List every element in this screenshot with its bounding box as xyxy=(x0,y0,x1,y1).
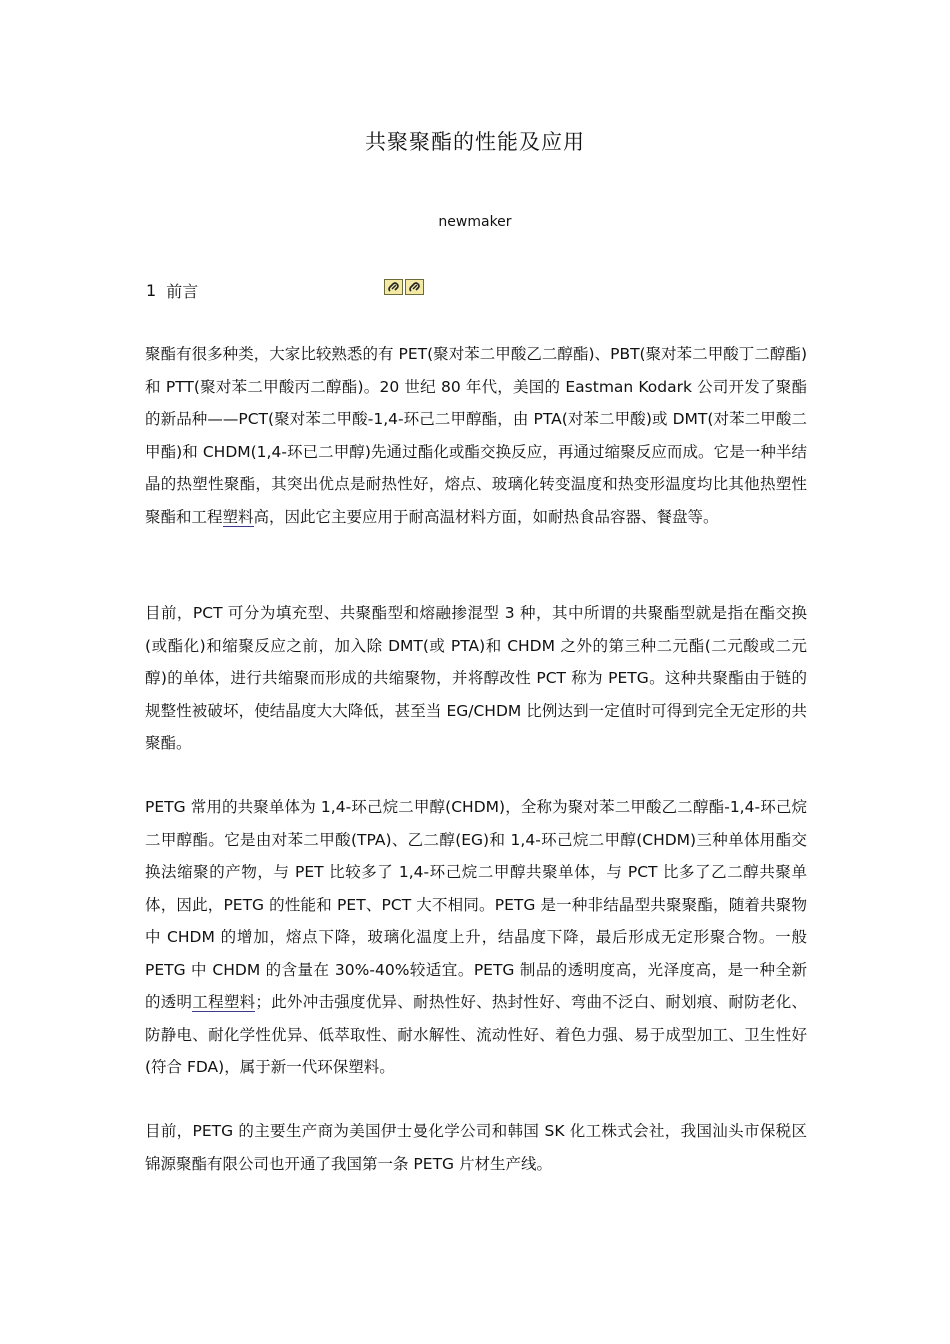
paragraph-intro xyxy=(145,338,807,533)
engineering-plastics-link[interactable]: 工程塑料 xyxy=(192,993,256,1011)
paragraph-text: ；此外冲击强度优异、耐热性好、热封性好、弯曲不泛白、耐划痕、耐防老化、防静电、耐化学性优异、低萃取性、耐水解性、流动性好、着色力强、易于成型加工、卫生性好(符合 FDA)，属于新一代环保塑料。 xyxy=(145,993,807,1076)
link-icon[interactable] xyxy=(384,279,403,295)
document-title: 共聚聚酯的性能及应用 xyxy=(365,130,585,154)
paragraph-text: 聚酯有很多种类，大家比较熟悉的有 PET(聚对苯二甲酸乙二醇酯)、PBT(聚对苯二甲酸丁二醇酯)和 PTT(聚对苯二甲酸丙二醇酯)。20 世纪 80 年代，美国的 Eastman Kodark 公司开发了聚酯的新品种——PCT(聚对苯二甲酸-1,4-环己二甲醇酯，由 PTA(对苯二甲酸)或 DMT(对苯二甲酸二甲酯)和 CHDM(1,4-环已二甲醇)先通过酯化或酯交换反应，再通过缩聚反应而成。它是一种半结晶的热塑性聚酯，其突出优点是耐热性好，熔点、玻璃化转变温度和热变形温度均比其他热塑性聚酯和工程 xyxy=(145,345,807,526)
icon-group xyxy=(384,279,424,295)
paragraph-producers: 目前，PETG 的主要生产商为美国伊士曼化学公司和韩国 SK 化工株式会社，我国汕头市保税区锦源聚酯有限公司也开通了我国第一条 PETG 片材生产线。 xyxy=(145,1122,807,1173)
paragraph-text: 高，因此它主要应用于耐高温材料方面，如耐热食品容器、餐盘等。 xyxy=(253,507,719,526)
link-icon[interactable] xyxy=(405,279,424,295)
paragraph-petg xyxy=(145,791,807,1084)
document-author: newmaker xyxy=(438,214,512,230)
paragraph-pct-types: 目前，PCT 可分为填充型、共聚酯型和熔融掺混型 3 种，其中所谓的共聚酯型就是指在酯交换(或酯化)和缩聚反应之前，加入除 DMT(或 PTA)和 CHDM 之外的第三种二元酯(二元酸或二元醇)的单体，进行共缩聚而形成的共缩聚物，并将醇改性 PCT 称为 PETG。这种共聚酯由于链的规整性被破坏，使结晶度大大降低，甚至当 EG/CHDM 比例达到一定值时可得到完全无定形的共聚酯。 xyxy=(145,604,807,752)
section-title: 前言 xyxy=(166,282,199,301)
section-number: 1 xyxy=(146,281,157,300)
paragraph-text: PETG 常用的共聚单体为 1,4-环己烷二甲醇(CHDM)，全称为聚对苯二甲酸乙二醇酯-1,4-环己烷二甲醇酯。它是由对苯二甲酸(TPA)、乙二醇(EG)和 1,4-环己烷二甲醇(CHDM)三种单体用酯交换法缩聚的产物，与 PET 比较多了 1,4-环己烷二甲醇共聚单体，与 PCT 比多了乙二醇共聚单体，因此，PETG 的性能和 PET、PCT 大不相同。PETG 是一种非结晶型共聚聚酯，随着共聚物中 CHDM 的增加，熔点下降，玻璃化温度上升，结晶度下降，最后形成无定形聚合物。一般 PETG 中 CHDM 的含量在 30%-40%较适宜。PETG 制品的透明度高，光泽度高，是一种全新的透明 xyxy=(145,798,807,1011)
plastics-link[interactable]: 塑料 xyxy=(222,507,254,526)
section-heading xyxy=(146,279,198,302)
